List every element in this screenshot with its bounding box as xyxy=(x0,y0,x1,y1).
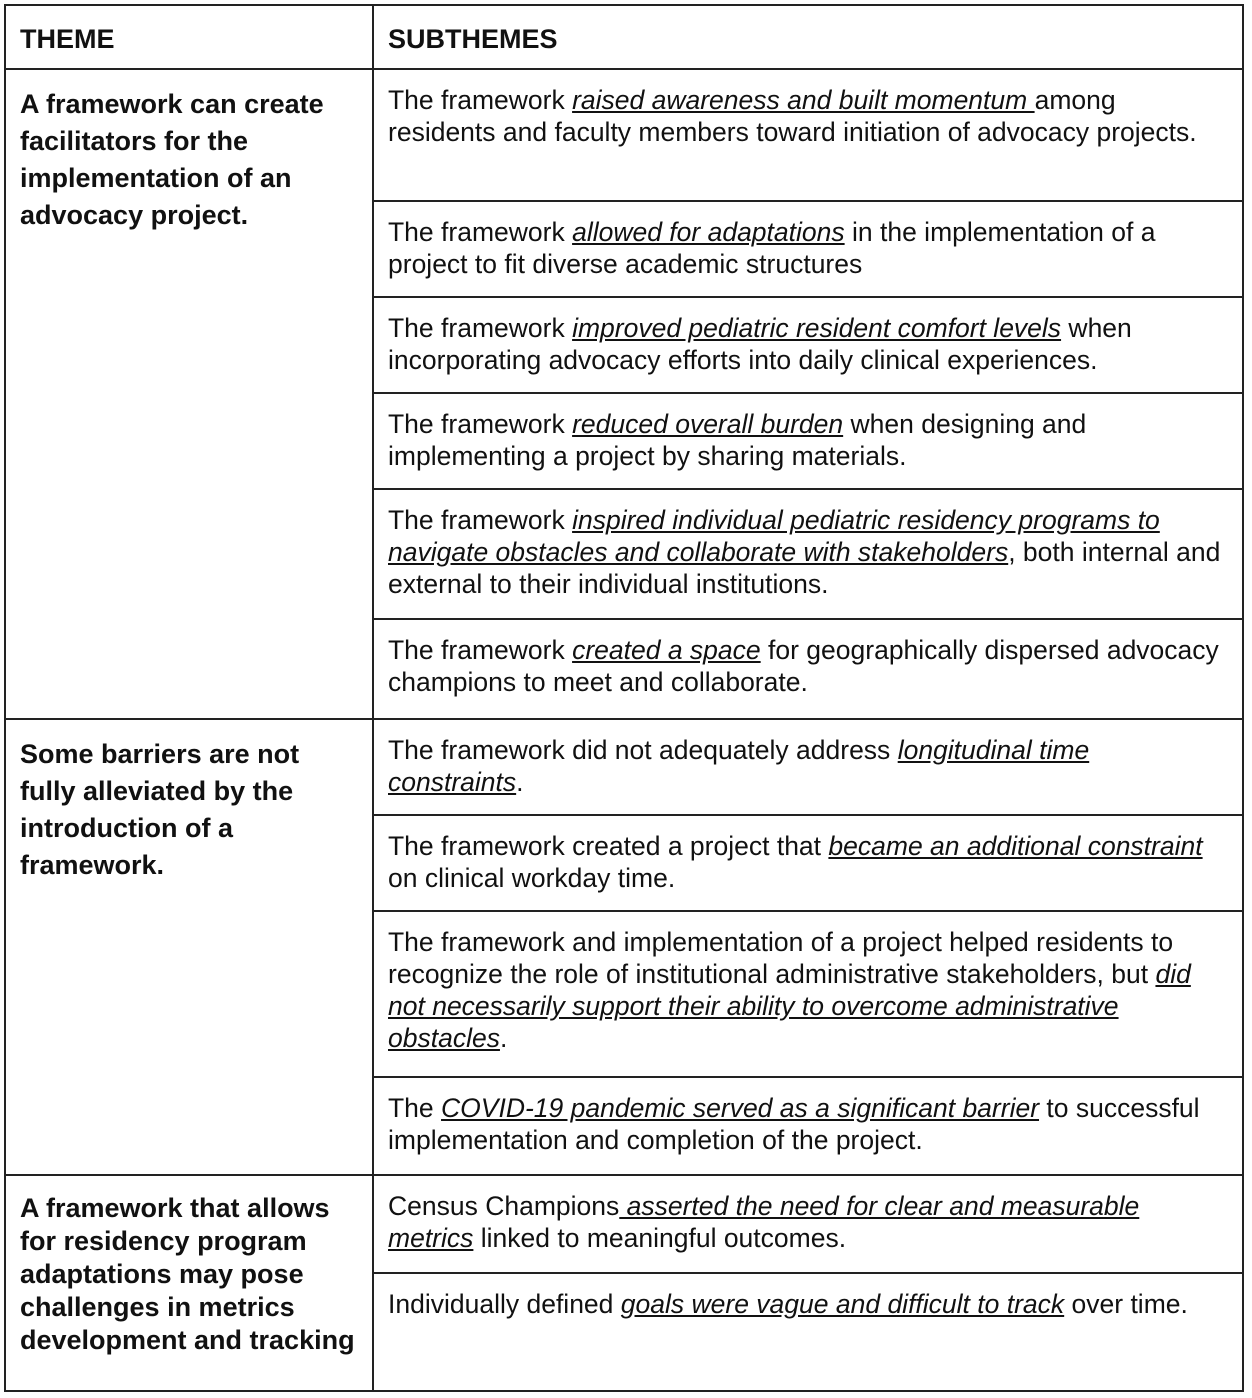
theme-cell: A framework that allows for residency program adaptations may pose challenges in metrics development and tracking xyxy=(5,1175,373,1391)
subtheme-cell xyxy=(373,201,1243,297)
table-row xyxy=(5,1175,1243,1273)
subtheme-text: . xyxy=(499,1023,508,1053)
table-row xyxy=(5,719,1243,815)
subtheme-emphasis: COVID-19 pandemic served as a significant barrier xyxy=(441,1093,1040,1123)
subtheme-text: The framework did not adequately address xyxy=(388,735,898,765)
subtheme-cell xyxy=(373,489,1243,619)
subtheme-cell xyxy=(373,619,1243,719)
subtheme-text: The framework xyxy=(388,217,573,247)
subtheme-emphasis: improved pediatric resident comfort levels xyxy=(572,313,1062,343)
subthemes-column-header: SUBTHEMES xyxy=(373,5,1243,69)
subtheme-emphasis: reduced overall burden xyxy=(572,409,844,439)
subtheme-emphasis: goals were vague and difficult to track xyxy=(620,1289,1065,1319)
subtheme-emphasis: created a space xyxy=(572,635,761,665)
subtheme-text: on clinical workday time. xyxy=(388,863,676,893)
subtheme-text: The framework xyxy=(388,635,573,665)
subtheme-text: linked to meaningful outcomes. xyxy=(473,1223,847,1253)
subtheme-emphasis: allowed for adaptations xyxy=(572,217,845,247)
subtheme-text: Census Champions xyxy=(388,1191,620,1221)
subtheme-text: in the implementation of a project to fit diverse academic structures xyxy=(388,217,1156,279)
theme-cell: Some barriers are not fully alleviated by the introduction of a framework. xyxy=(5,719,373,1175)
header-row xyxy=(5,5,1243,69)
subtheme-text: The framework xyxy=(388,85,573,115)
subtheme-text: among residents and faculty members toward initiation of advocacy projects. xyxy=(388,85,1197,147)
subtheme-emphasis: inspired individual pediatric residency programs to navigate obstacles and collaborate with stakeholders xyxy=(388,505,1160,567)
subtheme-text: The framework created a project that xyxy=(388,831,829,861)
table-row xyxy=(5,69,1243,201)
subtheme-cell xyxy=(373,911,1243,1077)
subtheme-text: over time. xyxy=(1064,1289,1188,1319)
subtheme-emphasis: became an additional constraint xyxy=(828,831,1203,861)
subtheme-cell xyxy=(373,297,1243,393)
subtheme-emphasis: asserted the need for clear and measurable metrics xyxy=(388,1191,1140,1253)
subtheme-text: when incorporating advocacy efforts into daily clinical experiences. xyxy=(388,313,1132,375)
theme-cell: A framework can create facilitators for the implementation of an advocacy project. xyxy=(5,69,373,719)
themes-table xyxy=(4,4,1244,1392)
subtheme-emphasis: longitudinal time constraints xyxy=(388,735,1090,797)
subtheme-text: to successful implementation and completion of the project. xyxy=(388,1093,1200,1155)
subtheme-text: The framework xyxy=(388,313,573,343)
subtheme-text: for geographically dispersed advocacy champions to meet and collaborate. xyxy=(388,635,1219,697)
theme-column-header: THEME xyxy=(5,5,373,69)
subtheme-cell xyxy=(373,1273,1243,1391)
subtheme-cell xyxy=(373,719,1243,815)
subtheme-text: , both internal and external to their individual institutions. xyxy=(388,537,1221,599)
subtheme-text: . xyxy=(516,767,524,797)
subtheme-text: The framework and implementation of a project helped residents to recognize the role of institutional administrative stakeholders, but xyxy=(388,927,1174,989)
subtheme-cell xyxy=(373,1077,1243,1175)
subtheme-text: The xyxy=(388,1093,442,1123)
subtheme-text: when designing and implementing a project by sharing materials. xyxy=(388,409,1087,471)
subtheme-text: The framework xyxy=(388,409,573,439)
subtheme-cell xyxy=(373,1175,1243,1273)
subtheme-text: The framework xyxy=(388,505,573,535)
subtheme-emphasis: did not necessarily support their ability to overcome administrative obstacles xyxy=(388,959,1191,1053)
subtheme-cell xyxy=(373,69,1243,201)
subtheme-text: Individually defined xyxy=(388,1289,621,1319)
subtheme-cell xyxy=(373,393,1243,489)
subtheme-cell xyxy=(373,815,1243,911)
subtheme-emphasis: raised awareness and built momentum xyxy=(572,85,1035,115)
